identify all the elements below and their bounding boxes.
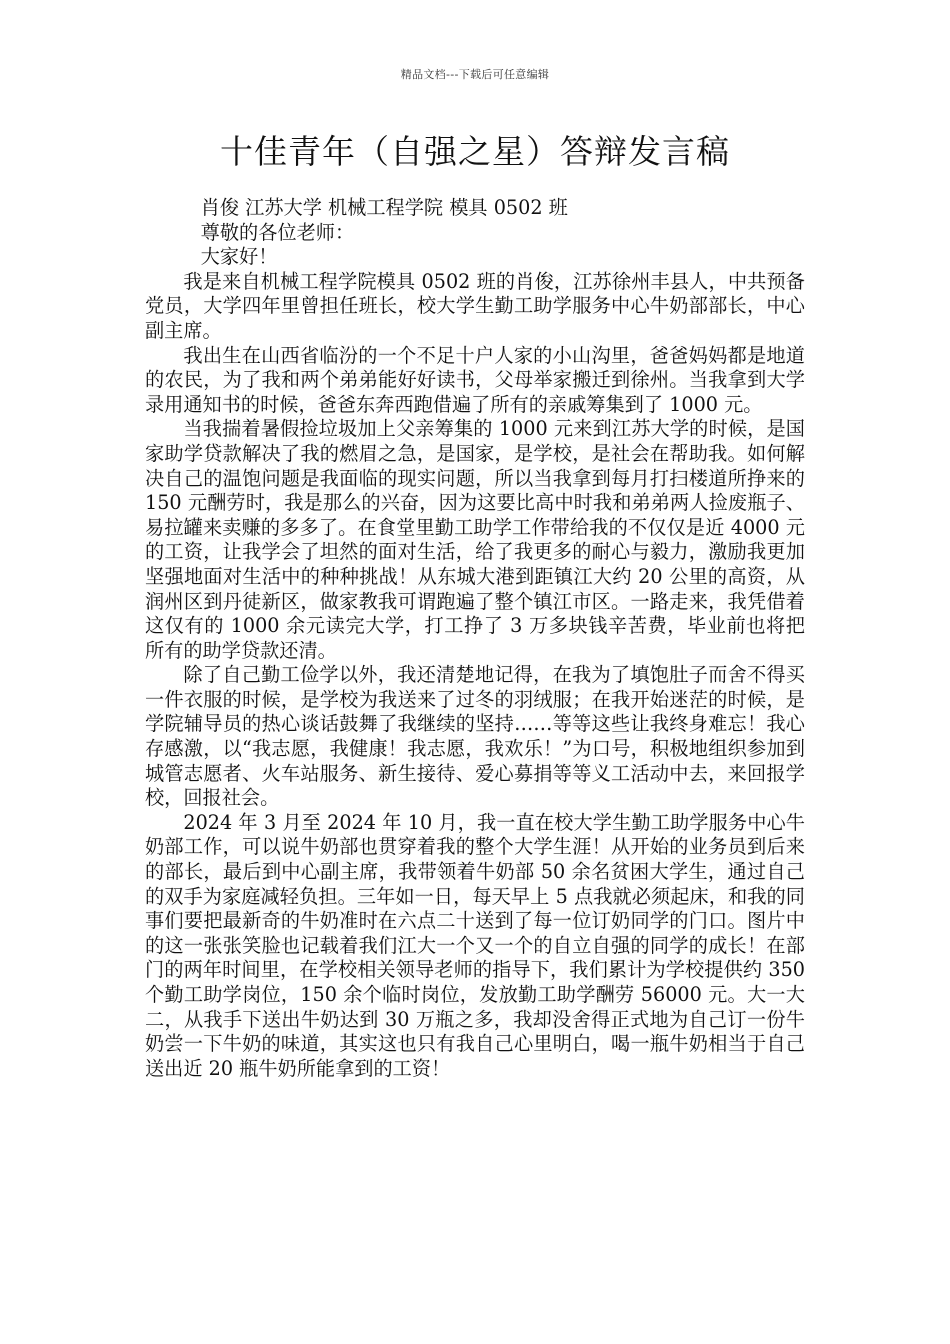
document-title: 十佳青年（自强之星）答辩发言稿 — [220, 132, 730, 171]
paragraph-intro: 我是来自机械工程学院模具 0502 班的肖俊，江苏徐州丰县人，中共预备党员，大学四年里曾担任班长，校大学生勤工助学服务中心牛奶部部长，中心副主席。 — [145, 269, 805, 342]
salutation: 尊敬的各位老师： — [200, 220, 355, 244]
paragraph-milk-department: 2024 年 3 月至 2024 年 10 月，我一直在校大学生勤工助学服务中心牛奶部工作，可以说牛奶部也贯穿着我的整个大学生涯！从开始的业务员到后来的部长，最后到中心副主席，我带领着牛奶部 50 余名贫困大学生，通过自己的双手为家庭减轻负担。三年如一日，每天早上 5 点我就必须起床，和我的同事们要把最新奇的牛奶准时在六点二十送到了每一位订奶同学的门口。图片中的这一张张笑脸也记载着我们江大一个又一个的自立自强的同学的成长！在部门的两年时间里，在学校相关领导老师的指导下，我们累计为学校提供约 350 个勤工助学岗位，150 余个临时岗位，发放勤工助学酬劳 56000 元。大一大二，从我手下送出牛奶达到 30 万瓶之多，我却没舍得正式地为自己订一份牛奶尝一下牛奶的味道，其实这也只有我自己心里明白，喝一瓶牛奶相当于自己送出近 20 瓶牛奶所能拿到的工资！ — [145, 810, 805, 1080]
document-body — [145, 196, 805, 1081]
paragraph-work-study: 当我揣着暑假捡垃圾加上父亲筹集的 1000 元来到江苏大学的时候，是国家助学贷款解决了我的燃眉之急，是国家，是学校，是社会在帮助我。如何解决自己的温饱问题是我面临的现实问题，所以当我拿到每月打扫楼道所挣来的 150 元酬劳时，我是那么的兴奋，因为这要比高中时我和弟弟两人捡废瓶子、易拉罐来卖赚的多多了。在食堂里勤工助学工作带给我的不仅仅是近 4000 元的工资，让我学会了坦然的面对生活，给了我更多的耐心与毅力，激励我更加坚强地面对生活中的种种挑战！从东城大港到距镇江大约 20 公里的高资，从润州区到丹徒新区，做家教我可谓跑遍了整个镇江市区。一路走来，我凭借着这仅有的 1000 余元读完大学，打工挣了 3 万多块钱辛苦费，毕业前也将把所有的助学贷款还清。 — [145, 417, 805, 662]
page-header-note: 精品文档---下载后可任意编辑 — [400, 68, 550, 81]
paragraph-gratitude: 除了自己勤工俭学以外，我还清楚地记得，在我为了填饱肚子而舍不得买一件衣服的时候，是学校为我送来了过冬的羽绒服；在我开始迷茫的时候，是学院辅导员的热心谈话鼓舞了我继续的坚持……等等这些让我终身难忘！我心存感激，以“我志愿，我健康！我志愿，我欢乐！”为口号，积极地组织参加到城管志愿者、火车站服务、新生接待、爱心募捐等等义工活动中去，来回报学校，回报社会。 — [145, 663, 805, 810]
greeting: 大家好！ — [200, 245, 278, 269]
paragraph-family: 我出生在山西省临汾的一个不足十户人家的小山沟里，爸爸妈妈都是地道的农民，为了我和两个弟弟能好好读书，父母举家搬迁到徐州。当我拿到大学录用通知书的时候，爸爸东奔西跑借遍了所有的亲戚筹集到了 1000 元。 — [145, 343, 805, 416]
author-line: 肖俊 江苏大学 机械工程学院 模具 0502 班 — [200, 196, 568, 219]
